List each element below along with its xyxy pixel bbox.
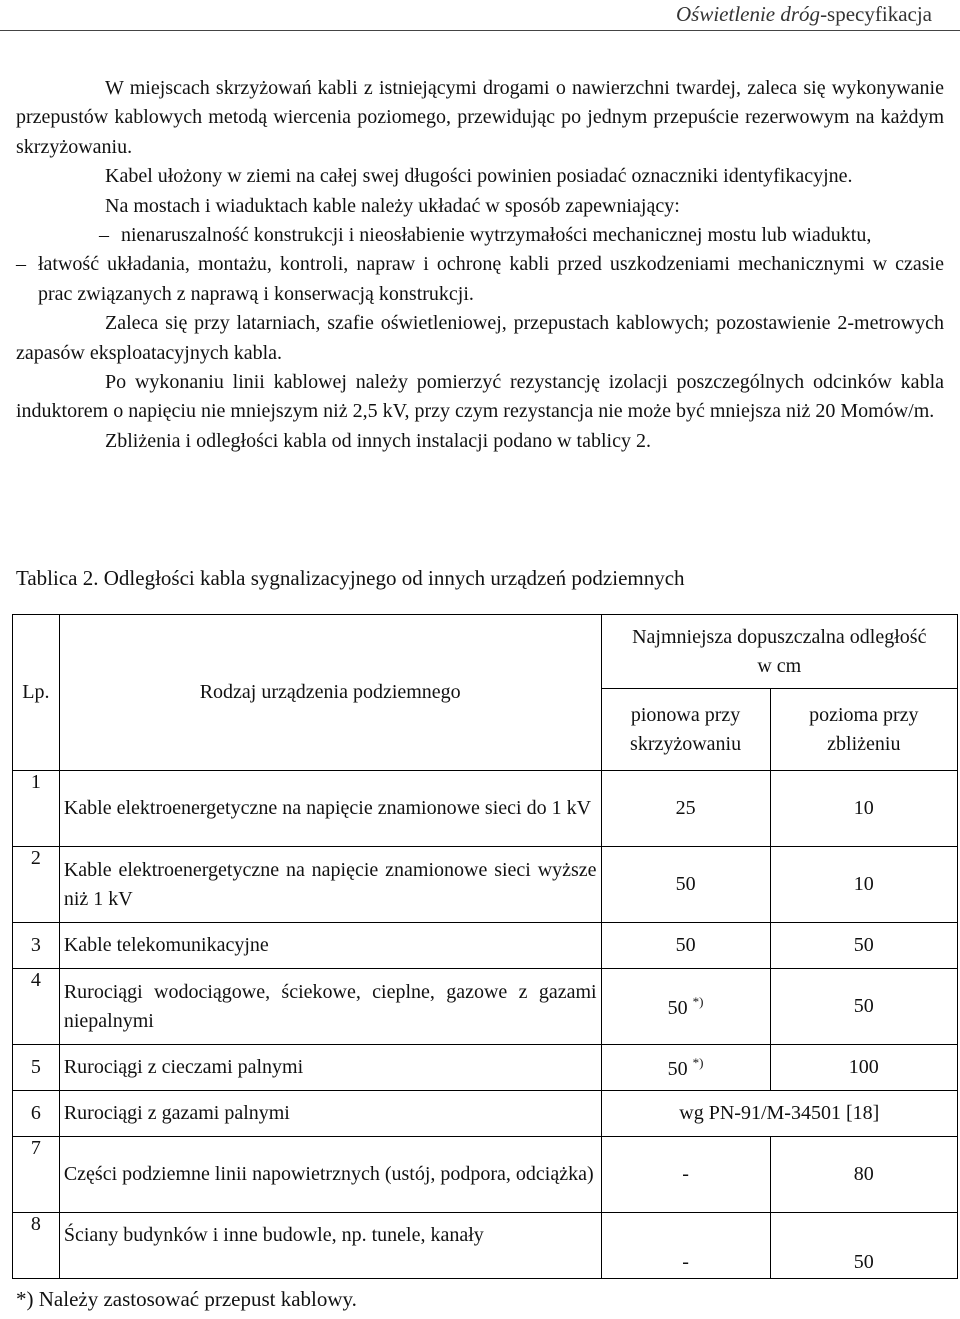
table-row	[13, 923, 958, 969]
table-row	[13, 969, 958, 1045]
row-vertical: -	[601, 1137, 770, 1213]
row-lp: 5	[13, 1045, 60, 1091]
row-horizontal: 80	[770, 1137, 957, 1213]
bullet-text-2: łatwość układania, montażu, kontroli, napraw i ochronę kabli przed uszkodzeniami mechanicznymi w czasie prac związanych z naprawą i konserwacją konstrukcji.	[38, 253, 944, 305]
row-horizontal: 10	[770, 847, 957, 923]
row-merged-value: wg PN-91/M-34501 [18]	[601, 1091, 957, 1137]
row-vertical: -	[601, 1213, 770, 1279]
row-name: Części podziemne linii napowietrznych (ustój, podpora, odciążka)	[59, 1137, 601, 1213]
header-title	[676, 2, 932, 27]
footnote: *) Należy zastosować przepust kablowy.	[16, 1287, 357, 1311]
page-header	[0, 0, 960, 31]
row-vertical-value: 50	[667, 996, 688, 1019]
row-vertical: 25	[601, 771, 770, 847]
row-name: Rurociągi z cieczami palnymi	[59, 1045, 601, 1091]
header-title-rest: -specyfikacja	[820, 2, 932, 26]
row-horizontal: 10	[770, 771, 957, 847]
header-horizontal: pozioma przy zbliżeniu	[770, 689, 957, 771]
header-distance: Najmniejsza dopuszczalna odległość w cm	[601, 615, 957, 689]
table-row	[13, 771, 958, 847]
paragraph-bridges: Na mostach i wiaduktach kable należy układać w sposób zapewniający:	[105, 194, 680, 217]
footnote-mark: *)	[692, 1054, 704, 1070]
distance-table	[12, 614, 958, 1279]
bullet-text-1: nienaruszalność konstrukcji i nieosłabienie wytrzymałości mechanicznej mostu lub wiaduktu,	[121, 224, 872, 247]
row-vertical-value: 50	[667, 1057, 688, 1080]
header-lp: Lp.	[13, 615, 60, 771]
row-name: Kable elektroenergetyczne na napięcie znamionowe sieci wyższe niż 1 kV	[59, 847, 601, 923]
row-horizontal: 50	[770, 1213, 957, 1279]
table-row	[13, 1137, 958, 1213]
body-text	[16, 74, 944, 456]
table-row	[13, 1045, 958, 1091]
row-horizontal: 50	[770, 923, 957, 969]
dash-marker: –	[99, 224, 109, 247]
row-lp: 7	[13, 1137, 60, 1213]
table-row	[13, 1091, 958, 1137]
table-caption: Tablica 2. Odległości kabla sygnalizacyjnego od innych urządzeń podziemnych	[16, 566, 685, 590]
row-vertical: 50	[601, 923, 770, 969]
table-row	[13, 847, 958, 923]
footnote-mark: *)	[692, 993, 704, 1009]
row-lp: 2	[13, 847, 60, 923]
row-name: Kable telekomunikacyjne	[59, 923, 601, 969]
row-vertical	[601, 969, 770, 1045]
paragraph-reserves: Zaleca się przy latarniach, szafie oświetleniowej, przepustach kablowych; pozostawienie 2-metrowych zapasów eksploatacyjnych kabla.	[16, 312, 944, 364]
row-horizontal: 100	[770, 1045, 957, 1091]
bullet-item-1	[16, 221, 944, 250]
table-row	[13, 1213, 958, 1279]
header-name: Rodzaj urządzenia podziemnego	[59, 615, 601, 771]
header-vertical: pionowa przy skrzyżowaniu	[601, 689, 770, 771]
row-lp: 8	[13, 1213, 60, 1279]
row-horizontal: 50	[770, 969, 957, 1045]
row-lp: 6	[13, 1091, 60, 1137]
paragraph-crossings: W miejscach skrzyżowań kabli z istniejącymi drogami o nawierzchni twardej, zaleca się wykonywanie przepustów kablowych metodą wiercenia poziomego, przewidując po jednym przepuście rezerwowym na każdym skrzyżowaniu.	[16, 77, 944, 158]
paragraph-markers: Kabel ułożony w ziemi na całej swej długości powinien posiadać oznaczniki identyfikacyjne.	[105, 165, 853, 188]
row-lp: 1	[13, 771, 60, 847]
paragraph-table-ref: Zbliżenia i odległości kabla od innych instalacji podano w tablicy 2.	[105, 429, 651, 452]
row-name: Rurociągi z gazami palnymi	[59, 1091, 601, 1137]
header-title-italic: Oświetlenie dróg	[675, 2, 821, 26]
row-name: Kable elektroenergetyczne na napięcie znamionowe sieci do 1 kV	[59, 771, 601, 847]
row-name: Ściany budynków i inne budowle, np. tunele, kanały	[59, 1213, 601, 1279]
row-lp: 4	[13, 969, 60, 1045]
row-vertical	[601, 1045, 770, 1091]
row-name: Rurociągi wodociągowe, ściekowe, cieplne, gazowe z gazami niepalnymi	[59, 969, 601, 1045]
bullet-item-2	[16, 250, 944, 309]
dash-marker: –	[16, 253, 26, 276]
row-vertical: 50	[601, 847, 770, 923]
paragraph-resistance: Po wykonaniu linii kablowej należy pomierzyć rezystancję izolacji poszczególnych odcinków kabla induktorem o napięciu nie mniejszym niż 2,5 kV, przy czym rezystancja nie może być mniejsza niż 20 Momów/m.	[16, 371, 944, 423]
row-lp: 3	[13, 923, 60, 969]
